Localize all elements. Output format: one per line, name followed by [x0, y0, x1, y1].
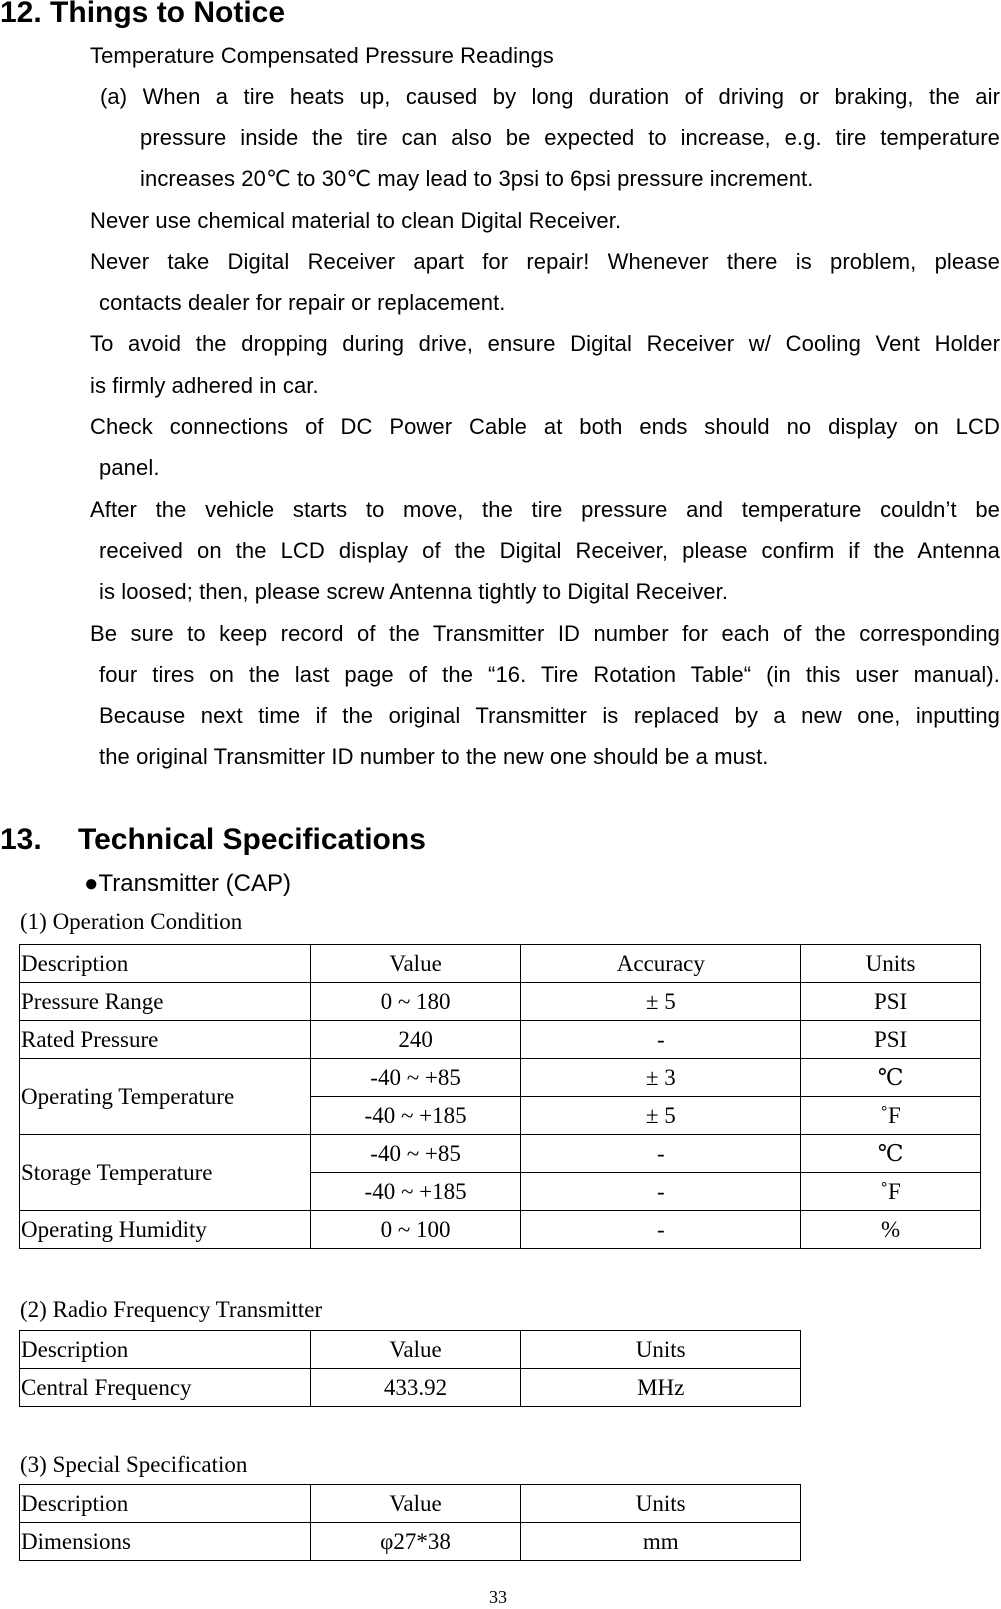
note-record-line1: Be sure to keep record of the Transmitter ID number for each of the corresponding	[90, 621, 1000, 646]
cell-units: ˚F	[801, 1097, 981, 1135]
cell-accuracy: -	[521, 1211, 801, 1249]
header-units: Units	[521, 1485, 801, 1523]
table-row	[20, 983, 981, 1021]
table-row	[20, 1369, 801, 1407]
table-header-row	[20, 945, 981, 983]
cell-accuracy: ± 5	[521, 1097, 801, 1135]
header-value: Value	[310, 1485, 521, 1523]
operation-condition-label: (1) Operation Condition	[20, 909, 243, 934]
cell-accuracy: ± 5	[521, 983, 801, 1021]
item-a-line3: increases 20℃ to 30℃ may lead to 3psi to 6psi pressure increment.	[140, 166, 814, 191]
operation-condition-table	[19, 944, 981, 1249]
cell-accuracy: -	[521, 1135, 801, 1173]
note-power-line1: Check connections of DC Power Cable at both ends should no display on LCD	[90, 414, 1000, 439]
cell-units: PSI	[801, 983, 981, 1021]
note-record-line3: Because next time if the original Transmitter is replaced by a new one, inputting	[99, 703, 1000, 728]
section-12-heading: 12. Things to Notice	[0, 0, 286, 29]
cell-description: Storage Temperature	[20, 1135, 311, 1211]
transmitter-heading	[84, 870, 291, 898]
header-accuracy: Accuracy	[521, 945, 801, 983]
table-header-row	[20, 1331, 801, 1369]
cell-value: 240	[310, 1021, 521, 1059]
note-antenna-line2: received on the LCD display of the Digital Receiver, please confirm if the Antenna	[99, 538, 1000, 563]
item-a-line1: (a) When a tire heats up, caused by long duration of driving or braking, the air	[100, 84, 1000, 109]
header-units: Units	[521, 1331, 801, 1369]
transmitter-label: Transmitter (CAP)	[98, 870, 291, 897]
note-chemical: Never use chemical material to clean Digital Receiver.	[90, 208, 622, 233]
cell-value: 0 ~ 100	[310, 1211, 521, 1249]
cell-description: Pressure Range	[20, 983, 311, 1021]
header-description: Description	[20, 1485, 311, 1523]
note-antenna-line3: is loosed; then, please screw Antenna tightly to Digital Receiver.	[99, 579, 729, 604]
cell-units: ℃	[801, 1135, 981, 1173]
note-record-line2: four tires on the last page of the “16. Tire Rotation Table“ (in this user manual).	[99, 662, 1000, 687]
special-spec-label: (3) Special Specification	[20, 1452, 248, 1477]
cell-value: -40 ~ +185	[310, 1173, 521, 1211]
note-antenna-line1: After the vehicle starts to move, the tire pressure and temperature couldn’t be	[90, 497, 1000, 522]
note-holder-line2: is firmly adhered in car.	[90, 373, 319, 398]
table-row	[20, 1523, 801, 1561]
page-number: 33	[489, 1587, 507, 1607]
cell-description: Central Frequency	[20, 1369, 311, 1407]
cell-accuracy: -	[521, 1173, 801, 1211]
header-value: Value	[310, 1331, 521, 1369]
note-repair-line2: contacts dealer for repair or replacement.	[99, 290, 506, 315]
header-description: Description	[20, 1331, 311, 1369]
cell-value: -40 ~ +185	[310, 1097, 521, 1135]
cell-units: ˚F	[801, 1173, 981, 1211]
cell-description: Dimensions	[20, 1523, 311, 1561]
note-repair-line1: Never take Digital Receiver apart for repair! Whenever there is problem, please	[90, 249, 1000, 274]
note-power-line2: panel.	[99, 455, 160, 480]
cell-units: MHz	[521, 1369, 801, 1407]
table-header-row	[20, 1485, 801, 1523]
cell-units: %	[801, 1211, 981, 1249]
table-row	[20, 1211, 981, 1249]
note-holder-line1: To avoid the dropping during drive, ensure Digital Receiver w/ Cooling Vent Holder	[90, 331, 1000, 356]
cell-units: mm	[521, 1523, 801, 1561]
cell-description: Rated Pressure	[20, 1021, 311, 1059]
cell-value: -40 ~ +85	[310, 1135, 521, 1173]
note-record-line4: the original Transmitter ID number to the new one should be a must.	[99, 744, 769, 769]
table-row	[20, 1021, 981, 1059]
table-row	[20, 1135, 981, 1173]
cell-value: -40 ~ +85	[310, 1059, 521, 1097]
header-description: Description	[20, 945, 311, 983]
radio-frequency-label: (2) Radio Frequency Transmitter	[20, 1297, 323, 1322]
header-value: Value	[310, 945, 521, 983]
cell-accuracy: -	[521, 1021, 801, 1059]
header-units: Units	[801, 945, 981, 983]
cell-description: Operating Humidity	[20, 1211, 311, 1249]
section-12-subheading: Temperature Compensated Pressure Readings	[90, 43, 554, 68]
cell-accuracy: ± 3	[521, 1059, 801, 1097]
cell-value: 0 ~ 180	[310, 983, 521, 1021]
table-row	[20, 1059, 981, 1097]
cell-units: ℃	[801, 1059, 981, 1097]
cell-value: φ27*38	[310, 1523, 521, 1561]
cell-value: 433.92	[310, 1369, 521, 1407]
section-13-heading: Technical Specifications	[78, 823, 426, 856]
section-13-number: 13.	[0, 823, 42, 856]
radio-frequency-table	[19, 1330, 801, 1407]
bullet-icon: ●	[84, 870, 99, 897]
special-spec-table	[19, 1484, 801, 1561]
item-a-line2: pressure inside the tire can also be expected to increase, e.g. tire temperature	[140, 125, 1000, 150]
cell-description: Operating Temperature	[20, 1059, 311, 1135]
cell-units: PSI	[801, 1021, 981, 1059]
